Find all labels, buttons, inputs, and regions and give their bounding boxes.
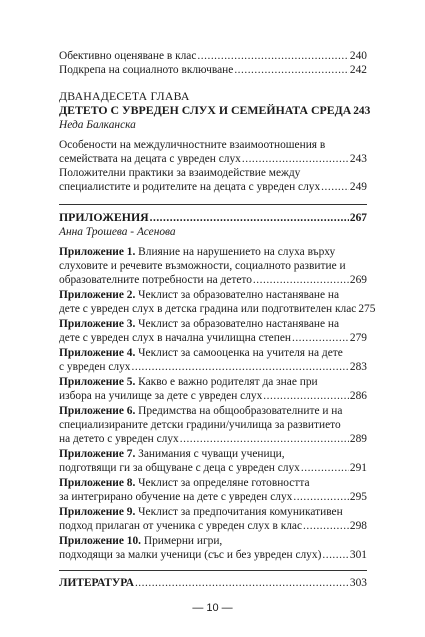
appendix-label: Приложение 4. (59, 347, 136, 359)
toc-entry (59, 49, 367, 63)
appendix-page: 275 (358, 303, 376, 315)
toc-entry-title: Подкрепа на социалното включване (59, 64, 234, 76)
toc-entry-line: специалистите и родителите на децата с увреден слух (59, 181, 321, 193)
appendix-title-line: на детето с увреден слух (59, 433, 179, 445)
appendix-title-line: слуховите и речевите възможности, социалното развитие и (59, 260, 346, 272)
appendix-title-line: Предимства на общообразователните и на (138, 405, 343, 417)
appendix-page: 269 (349, 274, 367, 286)
literature-page: 303 (349, 577, 367, 589)
chapter-label: ДВАНАДЕСЕТА ГЛАВА (59, 89, 190, 103)
appendix-label: Приложение 5. (59, 376, 136, 388)
toc-entry-page: 243 (349, 153, 367, 165)
appendix-title-line: подходящи за малки ученици (със и без увреден слух) (59, 549, 322, 561)
toc-entry (59, 63, 367, 77)
appendix-title-line: подготвящи ги за общуване с деца с увреден слух (59, 462, 300, 474)
toc-entry-line: Особености на междуличностните взаимоотношения в (59, 139, 326, 151)
appendix-page: 283 (349, 361, 367, 373)
appendix-entry (59, 346, 367, 374)
appendix-entry (59, 534, 367, 562)
appendices-author: Анна Трошева - Асенова (59, 226, 176, 238)
appendix-title-line: Влияние на нарушението на слуха върху (138, 246, 336, 258)
toc-entry (59, 166, 367, 194)
appendix-page: 301 (349, 549, 367, 561)
appendix-entry (59, 447, 367, 475)
chapter-author: Неда Балканска (59, 119, 136, 131)
appendix-page: 289 (349, 433, 367, 445)
toc-entry-line: Положителни практики за взаимодействие между (59, 167, 301, 179)
leader-dots (322, 548, 349, 562)
toc-entry-line: семействата на децата с увреден слух (59, 153, 241, 165)
appendix-entry (59, 476, 367, 504)
appendix-page: 286 (349, 390, 367, 402)
leader-dots (292, 331, 349, 345)
appendix-title-line: Примерни игри, (143, 535, 223, 547)
appendix-entry (59, 505, 367, 533)
appendix-label: Приложение 1. (59, 246, 136, 258)
appendix-page: 298 (349, 520, 367, 532)
appendix-label: Приложение 6. (59, 405, 136, 417)
appendix-title-line: дете с увреден слух в начална училищна степен (59, 332, 291, 344)
toc-entry-title: Обективно оценяване в клас (59, 50, 197, 62)
leader-dots (253, 273, 349, 287)
appendix-label: Приложение 8. (59, 477, 136, 489)
appendix-title-line: за интегрирано обучение на дете с увреден слух (59, 491, 293, 503)
leader-dots (234, 63, 349, 77)
toc-entry (59, 138, 367, 166)
chapter-heading (59, 103, 371, 118)
table-of-contents (59, 49, 376, 590)
appendix-label: Приложение 2. (59, 289, 136, 301)
appendix-label: Приложение 10. (59, 535, 141, 547)
appendix-entry (59, 288, 376, 316)
appendix-title-line: образователните потребности на детето (59, 274, 252, 286)
leader-dots (150, 211, 349, 225)
chapter-page: 243 (353, 105, 371, 117)
appendix-title-line: специализираните детски градини/училища за развитието (59, 419, 341, 431)
toc-entry-page: 240 (349, 50, 367, 62)
appendix-title-line: Чеклист за образователно настаняване на (138, 289, 340, 301)
appendix-list (59, 245, 376, 562)
appendix-title-line: Чеклист за определяне готовността (138, 477, 310, 489)
appendix-title-line: Занимания с чуващи ученици, (138, 448, 285, 460)
leader-dots (242, 152, 349, 166)
literature-heading (59, 576, 367, 590)
appendices-heading (59, 210, 367, 225)
appendix-title-line: с увреден слух (59, 361, 131, 373)
leader-dots (321, 180, 349, 194)
appendix-title-line: Чеклист за самооценка на учителя на дете (138, 347, 343, 359)
leader-dots (293, 490, 349, 504)
appendix-title-line: избора на училище за дете с увреден слух (59, 390, 263, 402)
section-divider (59, 570, 367, 571)
appendix-title-line: дете с увреден слух в детска градина или подготвителен клас (59, 303, 357, 315)
appendix-title-line: подход прилаган от ученика с увреден слух в клас (59, 520, 303, 532)
appendix-entry (59, 375, 367, 403)
appendix-title-line: Чеклист за предпочитания комуникативен (138, 506, 343, 518)
leader-dots (132, 360, 349, 374)
appendix-entry (59, 317, 367, 345)
appendix-entry (59, 404, 367, 446)
leader-dots (303, 519, 349, 533)
appendix-label: Приложение 3. (59, 318, 136, 330)
leader-dots (135, 576, 349, 590)
appendices-title: ПРИЛОЖЕНИЯ (59, 210, 149, 224)
appendix-page: 291 (349, 462, 367, 474)
leader-dots (263, 389, 349, 403)
appendix-entry (59, 245, 367, 287)
toc-entry-page: 242 (349, 64, 367, 76)
appendix-label: Приложение 7. (59, 448, 136, 460)
appendix-label: Приложение 9. (59, 506, 136, 518)
leader-dots (301, 461, 349, 475)
page-number: — 10 — (192, 602, 233, 614)
chapter-title: ДЕТЕТО С УВРЕДЕН СЛУХ И СЕМЕЙНАТА СРЕДА (59, 103, 352, 117)
appendix-title-line: Чеклист за образователно настаняване на (138, 318, 340, 330)
appendices-page: 267 (349, 212, 367, 224)
appendix-title-line: Какво е важно родителят да знае при (138, 376, 318, 388)
literature-title: ЛИТЕРАТУРА (59, 577, 134, 589)
section-divider (59, 204, 367, 205)
appendix-page: 279 (349, 332, 367, 344)
toc-entry-page: 249 (349, 181, 367, 193)
leader-dots (180, 432, 349, 446)
appendix-page: 295 (349, 491, 367, 503)
leader-dots (197, 49, 348, 63)
